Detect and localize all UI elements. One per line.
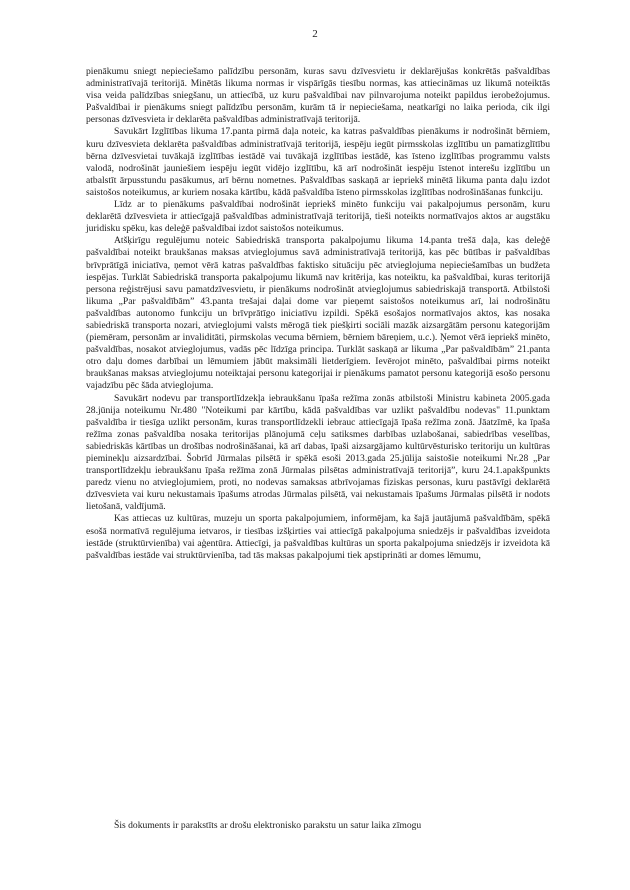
paragraph-5: Savukārt nodevu par transportlīdzekļa iebraukšanu īpaša režīma zonās atbilstoši Ministru kabineta 2005.gada 28.jūnija noteikumu Nr.480 "Noteikumi par kārtību, kādā pašvaldības var uzlikt pašvaldību nodevas" 11.punktam pašvaldība ir tiesīga uzlikt personām, kuras transportlīdzekli iebrauc attiecīgajā īpaša režīma zonā. Jāatzīmē, ka īpaša režīma zonas pašvaldība nosaka teritorijas plānojumā ceļu satiksmes darbības uzlabošanai, sabiedrības veselības, sabiedriskās kārtības un drošības nodrošināšanai, kā arī dabas, īpaši aizsargājamo kultūrvēsturisko teritoriju un kultūras pieminekļu aizsardzībai. Šobrīd Jūrmalas pilsētā ir spēkā esoši 2013.gada 25.jūlija saistošie noteikumi Nr.28 „Par transportlīdzekļu iebraukšanu īpaša režīma zonā Jūrmalas pilsētas administratīvajā teritorijā”, kuru 24.1.apakšpunkts paredz vienu no atvieglojumiem, proti, no nodevas samaksas atbrīvojamas fiziskas personas, kuru pastāvīgi deklarētā dzīvesvieta vai kuru nekustamais īpašums atrodas Jūrmalas pilsētā, vai nekustamais īpašums Jūrmalas pilsētā ir nodots lietošanā, valdījumā. <box>86 392 550 513</box>
paragraph-1: pienākumu sniegt nepieciešamo palīdzību personām, kuras savu dzīvesvietu ir deklarējušas konkrētās pašvaldības administratīvajā teritorijā. Minētās likuma normas ir vispārīgās tiesību normas, kas attiecināmas uz likumā noteiktās visa veida palīdzības sniegšanu, un attiecībā, uz kuru pašvaldībai nav pilnvarojuma noteikt papildus ierobežojumus. Pašvaldībai ir pienākums sniegt palīdzību personām, kurām tā ir nepieciešama, neatkarīgi no laika perioda, cik ilgi personas dzīvesvieta ir deklarēta pašvaldības administratīvajā teritorijā. <box>86 66 550 126</box>
electronic-signature-note: Šis dokuments ir parakstīts ar drošu elektronisko parakstu un satur laika zīmogu <box>114 820 422 831</box>
page-number: 2 <box>312 28 318 40</box>
paragraph-4: Atšķirīgu regulējumu noteic Sabiedriskā transporta pakalpojumu likuma 14.panta trešā daļa, kas deleģē pašvaldībai noteikt braukšanas maksas atvieglojumus savā administratīvajā teritorijā, kas pēc būtības ir pašvaldības brīvprātīgā iniciatīva, ņemot vērā katras pašvaldības faktisko situāciju pēc atvieglojuma nepieciešamības un budžeta iespējas. Turklāt Sabiedriskā transporta pakalpojumu likumā nav kritērija, kas noteiktu, ka pašvaldībai, kuras teritorijā persona reģistrējusi savu pamatdzīvesvietu, ir pienākums nodrošināt atvieglojumus sabiedriskajā transportā. Atbilstoši likuma „Par pašvaldībām” 43.panta trešajai daļai dome var pieņemt saistošos noteikumus arī, lai nodrošinātu pašvaldības autonomo funkciju un brīvprātīgo iniciatīvu izpildi. Spēkā esošajos normatīvajos aktos, kas nosaka sabiedriskā transporta nozari, atvieglojumi valsts mērogā tiek piešķirti sociāli mazāk aizsargātām personu kategorijām (piemēram, personām ar invaliditāti, pirmskolas vecuma bērniem, bērniem bāreņiem, u.c.). Ņemot vērā iepriekš minēto, pašvaldības, nosakot atvieglojumus, vadās pēc līdzīga principa. Turklāt saskaņā ar likuma „Par pašvaldībām” 21.panta otro daļu domes darbībai un lēmumiem jābūt maksimāli lietderīgiem. Ievērojot minēto, pašvaldībai pirms noteikt braukšanas maksas atvieglojumu noteiktajai personu kategorijai ir pienākums pamatot personu kategorijā esošo personu vajadzību pēc šāda atvieglojuma. <box>86 235 550 392</box>
document-body <box>86 66 550 562</box>
paragraph-6: Kas attiecas uz kultūras, muzeju un sporta pakalpojumiem, informējam, ka šajā jautājumā pašvaldībām, spēkā esošā normatīvā regulējuma ietvaros, ir tiesības izšķirties vai attiecīgā pakalpojuma sniedzējs ir pašvaldības izveidota iestāde (struktūrvienība) vai aģentūra. Attiecīgi, ja pašvaldības kultūras un sporta pakalpojuma sniedzējs ir izveidota kā pašvaldības iestāde vai struktūrvienība, tad tās maksas pakalpojumi tiek apstiprināti ar domes lēmumu, <box>86 513 550 561</box>
paragraph-3: Līdz ar to pienākums pašvaldībai nodrošināt iepriekš minēto funkciju vai pakalpojumus personām, kuru deklarētā dzīvesvieta ir attiecīgajā pašvaldības administratīvajā teritorijā, tieši noteikts normatīvajos aktos ar augstāku juridisku spēku, kas deleģē pašvaldībai izdot saistošos noteikumus. <box>86 199 550 235</box>
paragraph-2: Savukārt Izglītības likuma 17.panta pirmā daļa noteic, ka katras pašvaldības pienākums ir nodrošināt bērniem, kuru dzīvesvieta deklarēta pašvaldības administratīvajā teritorijā, iespēju iegūt pirmsskolas izglītību un pamatizglītību bērna dzīvesvietai tuvākajā izglītības iestādē vai tuvākajā izglītības iestādē, kas īsteno izglītības programmu valsts valodā, nodrošināt jauniešiem iespēju iegūt vidējo izglītību, kā arī nodrošināt iespēju īstenot interešu izglītību un atbalstīt ārpusstundu pasākumus, arī bērnu nometnes. Pašvaldības saskaņā ar iepriekš minētā likuma panta daļu izdot saistošos noteikumus, ar kuriem nosaka kārtību, kādā pašvaldība īsteno pirmsskolas izglītības nodrošināšanas funkciju. <box>86 126 550 198</box>
